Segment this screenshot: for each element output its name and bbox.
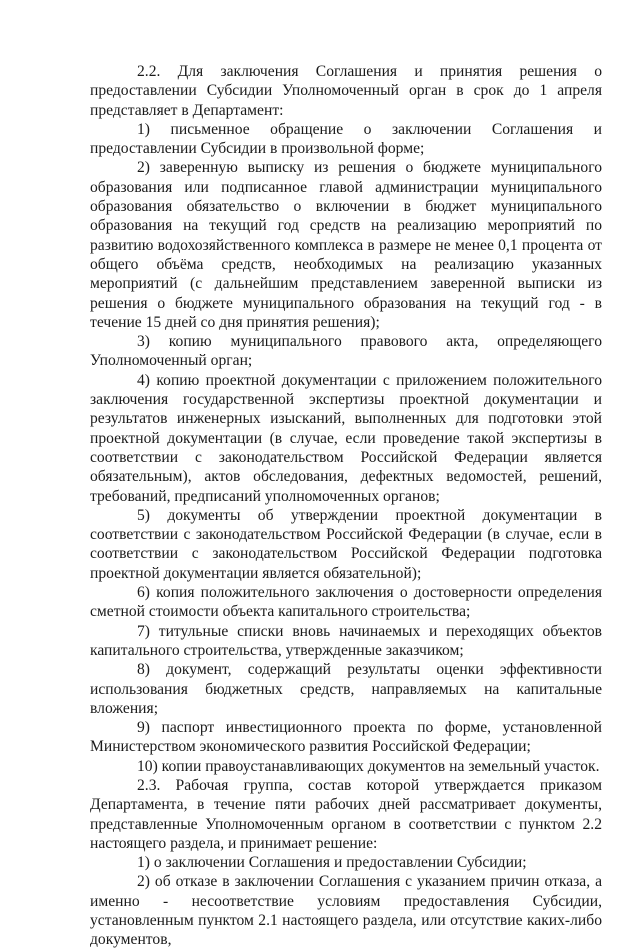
decision-item-2: 2) об отказе в заключении Соглашения с указанием причин отказа, а именно - несоответствие условиям предоставления Субсидии, установленным пунктом 2.1 настоящего раздела, или отсутствие каких-либо документов,	[90, 873, 602, 949]
list-item-2: 2) заверенную выписку из решения о бюджете муниципального образования или подписанное главой администрации муниципального образования обязательство о включении в бюджет муниципального образования на текущий год средств на реализацию мероприятий по развитию водохозяйственного комплекса в размере не менее 0,1 процента от общего объёма средств, необходимых на реализацию указанных мероприятий (с дальнейшим представлением заверенной выписки из решения о бюджете муниципального образования на текущий год - в течение 15 дней со дня принятия решения);	[90, 159, 602, 331]
list-item-9: 9) паспорт инвестиционного проекта по форме, установленной Министерством экономического развития Российской Федерации;	[90, 719, 602, 756]
paragraph-2-2: 2.2. Для заключения Соглашения и принятия решения о предоставлении Субсидии Уполномоченный орган в срок до 1 апреля представляет в Департамент:	[90, 63, 602, 119]
paragraph-2-3: 2.3. Рабочая группа, состав которой утверждается приказом Департамента, в течение пяти рабочих дней рассматривает документы, представленные Уполномоченным органом в соответствии с пунктом 2.2 настоящего раздела, и принимает решение:	[90, 776, 602, 852]
list-item-1: 1) письменное обращение о заключении Соглашения и предоставлении Субсидии в произвольной форме;	[90, 120, 602, 158]
list-item-10: 10) копии правоустанавливающих документов на земельный участок.	[137, 757, 600, 775]
decision-item-1: 1) о заключении Соглашения и предоставлении Субсидии;	[137, 854, 527, 872]
list-item-3: 3) копию муниципального правового акта, определяющего Уполномоченный орган;	[90, 333, 602, 370]
list-item-8: 8) документ, содержащий результаты оценки эффективности использования бюджетных средств, направляемых на капитальные вложения;	[90, 661, 602, 717]
list-item-4: 4) копию проектной документации с приложением положительного заключения государственной экспертизы проектной документации и результатов инженерных изысканий, выполненных для подготовки этой проектной документации (в случае, если проведение такой экспертизы в соответствии с законодательством Российской Федерации является обязательным), актов обследования, дефектных ведомостей, решений, требований, предписаний уполномоченных органов;	[90, 371, 602, 505]
list-item-6: 6) копия положительного заключения о достоверности определения сметной стоимости объекта капитального строительства;	[90, 584, 602, 621]
list-item-7: 7) титульные списки вновь начинаемых и переходящих объектов капитального строительства, утвержденные заказчиком;	[90, 622, 602, 659]
list-item-5: 5) документы об утверждении проектной документации в соответствии с законодательством Российской Федерации (в случае, если в соответствии с законодательством Российской Федерации подготовка проектной документации является обязательной);	[90, 506, 602, 582]
document-page	[90, 62, 602, 950]
